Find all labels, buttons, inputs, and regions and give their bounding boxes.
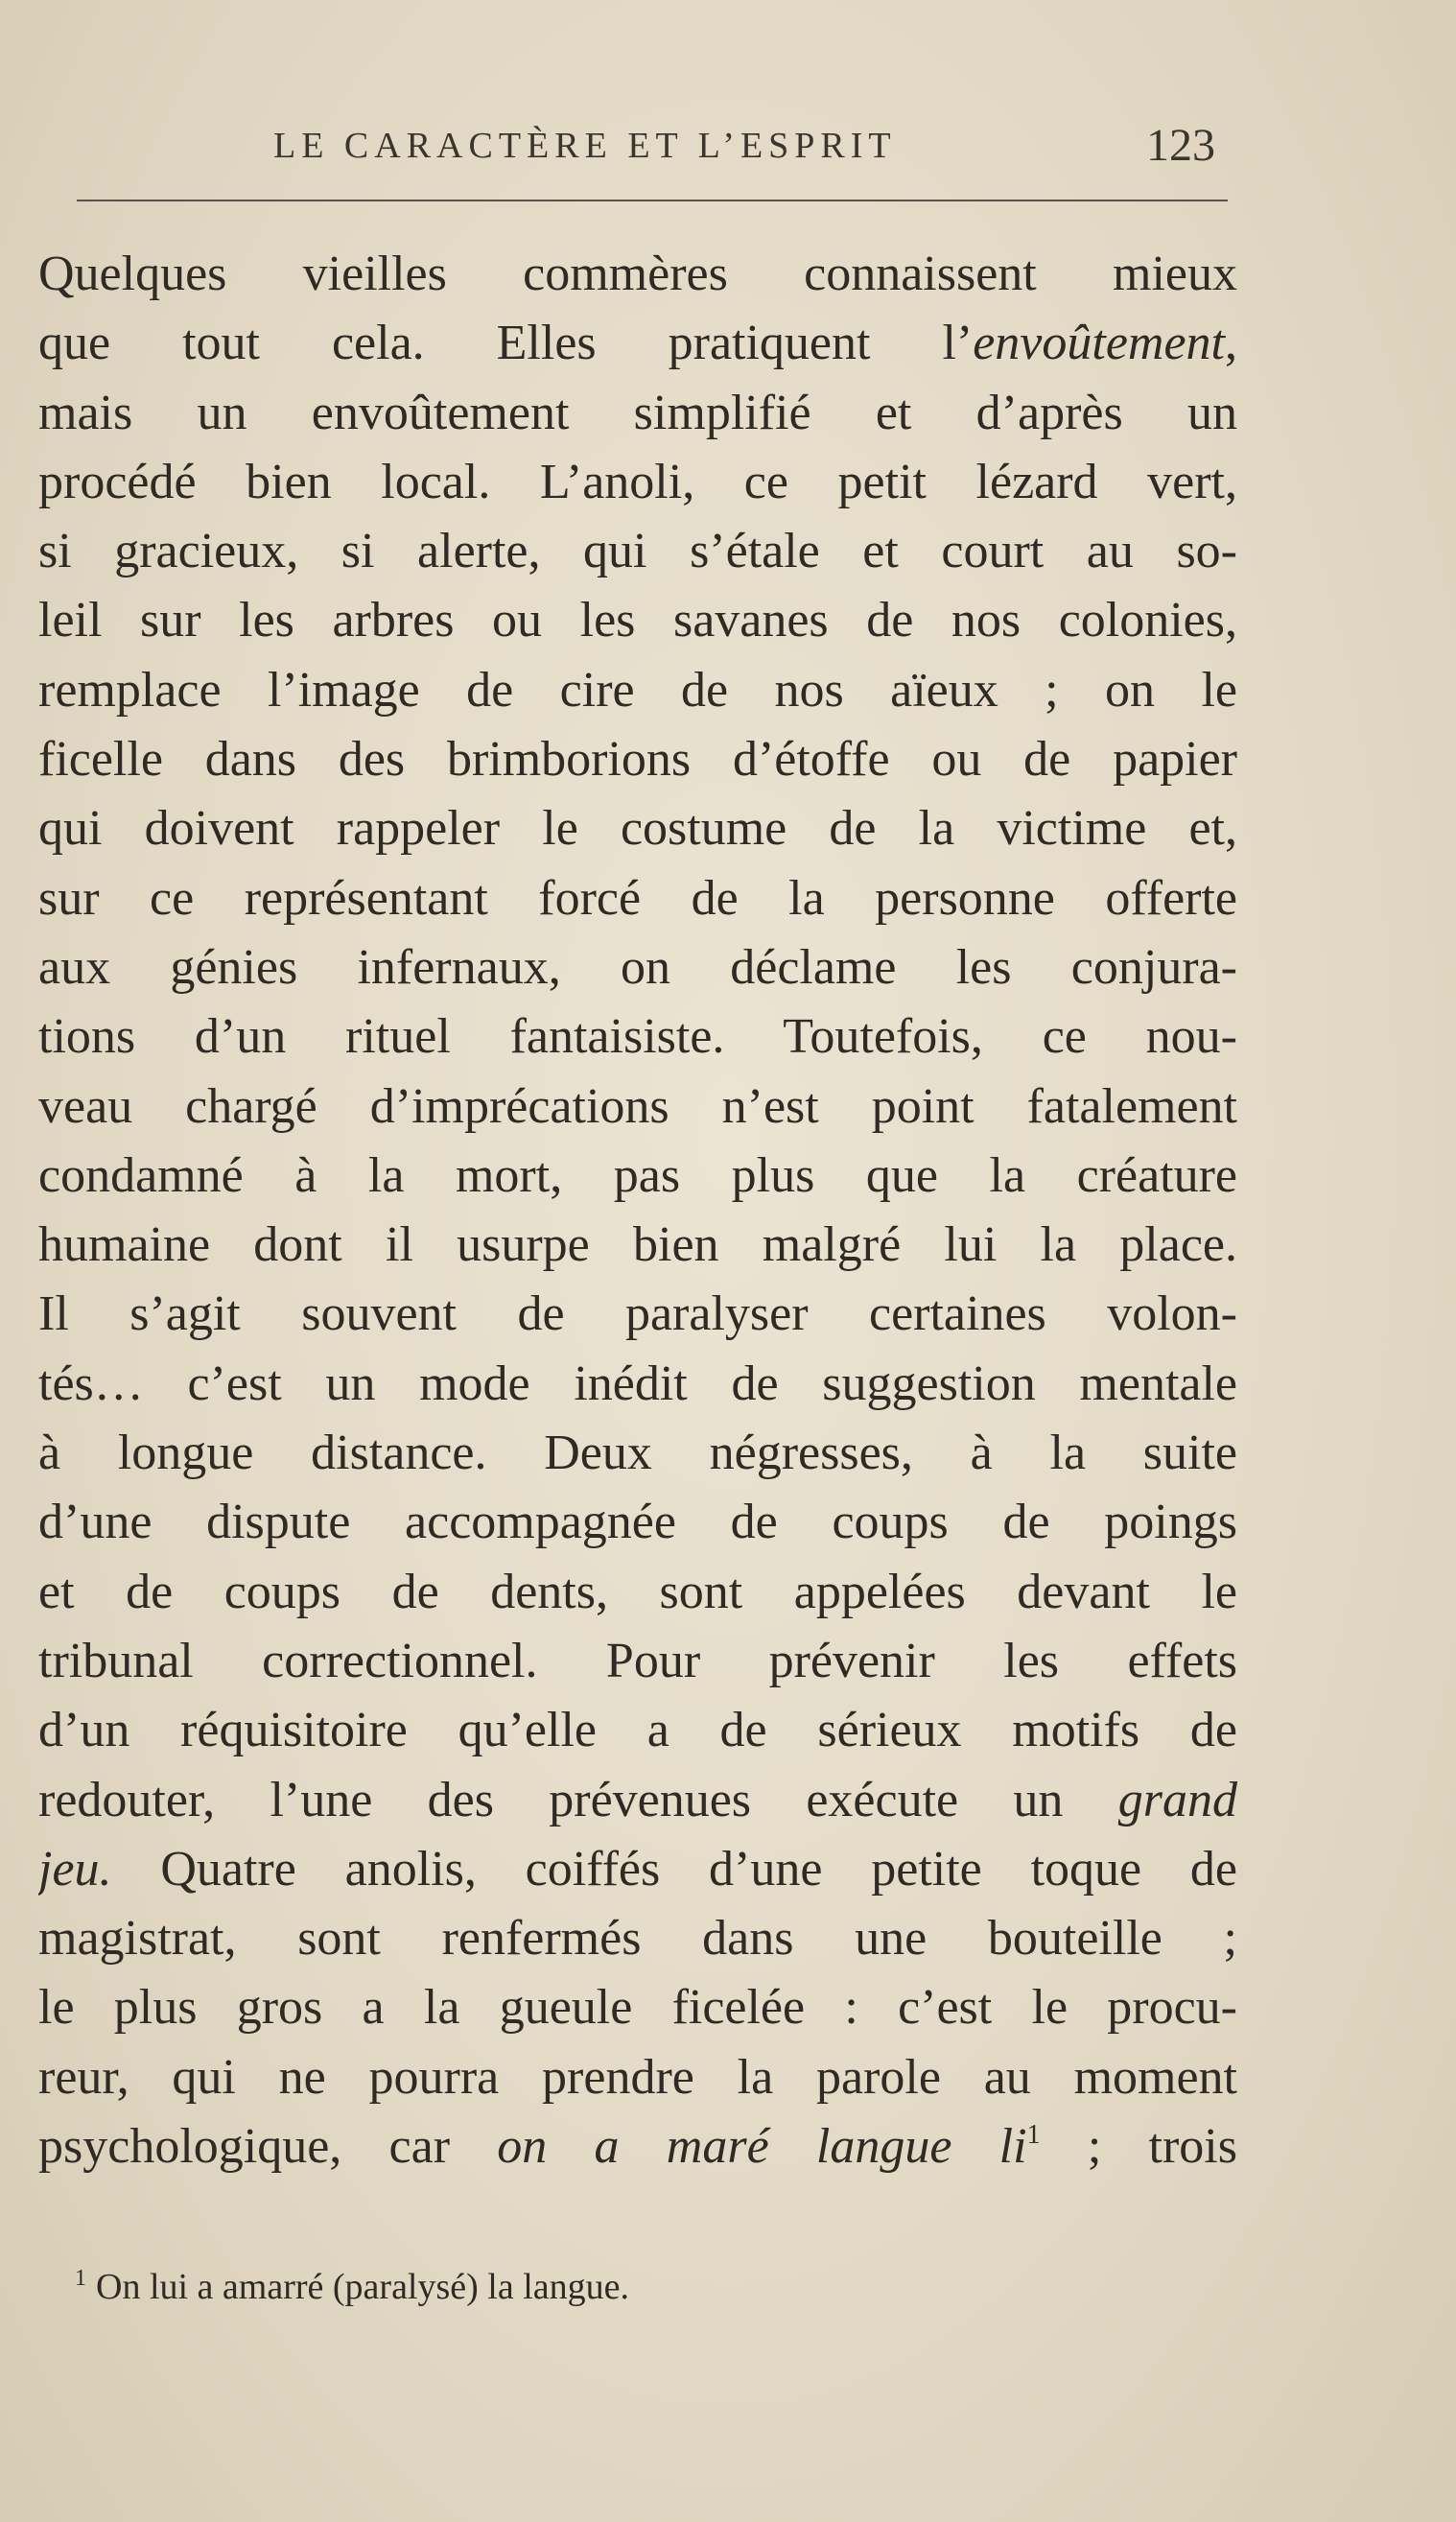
- text-line: [38, 933, 1237, 1002]
- footnote-text: On lui a amarré (paralysé) la langue.: [96, 2267, 630, 2307]
- text-line: [38, 379, 1237, 448]
- text-line: [38, 309, 1237, 378]
- text-line: [38, 2112, 1237, 2181]
- text-line: [38, 1350, 1237, 1419]
- text-run: ficelle dans des brimborions d’étoffe ou de papier: [38, 732, 1237, 788]
- text-line: [38, 1696, 1237, 1765]
- text-line: [38, 1072, 1237, 1142]
- text-line: [38, 1142, 1237, 1211]
- text-line: [38, 448, 1237, 517]
- text-run: qui doivent rappeler le costume de la victime et,: [38, 801, 1237, 857]
- text-run: tés… c’est un mode inédit de suggestion mentale: [38, 1355, 1237, 1411]
- text-run: condamné à la mort, pas plus que la créature: [38, 1147, 1237, 1203]
- text-run: Quelques vieilles commères connaissent mieux: [38, 247, 1237, 301]
- text-run: le plus gros a la gueule ficelée : c’est le procu-: [38, 1980, 1237, 2036]
- italic-text: on a maré langue li: [497, 2119, 1027, 2175]
- text-run: mais un envoûtement simplifié et d’après un: [38, 385, 1237, 440]
- text-line: [38, 794, 1237, 863]
- text-line: [38, 1002, 1237, 1072]
- text-line: [38, 1973, 1237, 2042]
- text-run: veau chargé d’imprécations n’est point fatalement: [38, 1078, 1237, 1134]
- text-line: [38, 1558, 1237, 1627]
- footnote: [75, 2266, 629, 2308]
- text-run: procédé bien local. L’anoli, ce petit lézard vert,: [38, 454, 1237, 509]
- text-run: reur, qui ne pourra prendre la parole au moment: [38, 2049, 1237, 2105]
- text-run: si gracieux, si alerte, qui s’étale et court au so-: [38, 524, 1237, 579]
- text-line: [38, 2043, 1237, 2112]
- text-run: ,: [1225, 316, 1237, 371]
- text-run: leil sur les arbres ou les savanes de nos colonies,: [38, 593, 1237, 648]
- text-run: sur ce représentant forcé de la personne offerte: [38, 870, 1237, 926]
- text-line: [38, 864, 1237, 933]
- text-line: [38, 1488, 1237, 1557]
- body-text: [38, 240, 1237, 2181]
- text-line: [38, 1280, 1237, 1349]
- text-line: [38, 1211, 1237, 1280]
- text-run: Quatre anolis, coiffés d’une petite toque de: [111, 1841, 1237, 1897]
- text-run: psychologique, car: [38, 2119, 498, 2175]
- footnote-mark: 1: [75, 2266, 86, 2291]
- text-run: tribunal correctionnel. Pour prévenir les effets: [38, 1633, 1237, 1688]
- text-line: [38, 586, 1237, 655]
- text-line: [38, 1835, 1237, 1904]
- text-run: d’un réquisitoire qu’elle a de sérieux motifs de: [38, 1703, 1237, 1758]
- text-run: à longue distance. Deux négresses, à la suite: [38, 1426, 1237, 1481]
- italic-text: jeu.: [38, 1841, 112, 1897]
- text-run: humaine dont il usurpe bien malgré lui la place.: [38, 1217, 1237, 1273]
- text-run: aux génies infernaux, on déclame les conjura-: [38, 939, 1237, 995]
- running-title: LE CARACTÈRE ET L’ESPRIT: [273, 126, 897, 166]
- text-run: que tout cela. Elles pratiquent l’: [38, 316, 974, 371]
- text-run: redouter, l’une des prévenues exécute un: [38, 1772, 1118, 1827]
- italic-text: grand: [1117, 1772, 1237, 1827]
- text-line: [38, 240, 1237, 309]
- text-run: tions d’un rituel fantaisiste. Toutefois, ce nou-: [38, 1009, 1237, 1065]
- text-line: [38, 1627, 1237, 1696]
- text-line: [38, 1904, 1237, 1973]
- text-line: [38, 517, 1237, 586]
- header-rule: [77, 200, 1228, 201]
- text-line: [38, 656, 1237, 725]
- text-run: remplace l’image de cire de nos aïeux ; on le: [38, 662, 1237, 718]
- text-line: [38, 725, 1237, 794]
- text-line: [38, 1766, 1237, 1835]
- text-run: ; trois: [1040, 2119, 1237, 2175]
- text-run: magistrat, sont renfermés dans une bouteille ;: [38, 1911, 1237, 1967]
- footnote-reference: 1: [1026, 2120, 1041, 2151]
- text-run: d’une dispute accompagnée de coups de poings: [38, 1495, 1237, 1550]
- text-run: et de coups de dents, sont appelées devant le: [38, 1564, 1237, 1619]
- italic-text: envoûtement: [973, 316, 1225, 371]
- text-line: [38, 1419, 1237, 1488]
- running-head: [0, 117, 1456, 184]
- text-run: Il s’agit souvent de paralyser certaines volon-: [38, 1286, 1237, 1342]
- page-number: 123: [1146, 120, 1215, 171]
